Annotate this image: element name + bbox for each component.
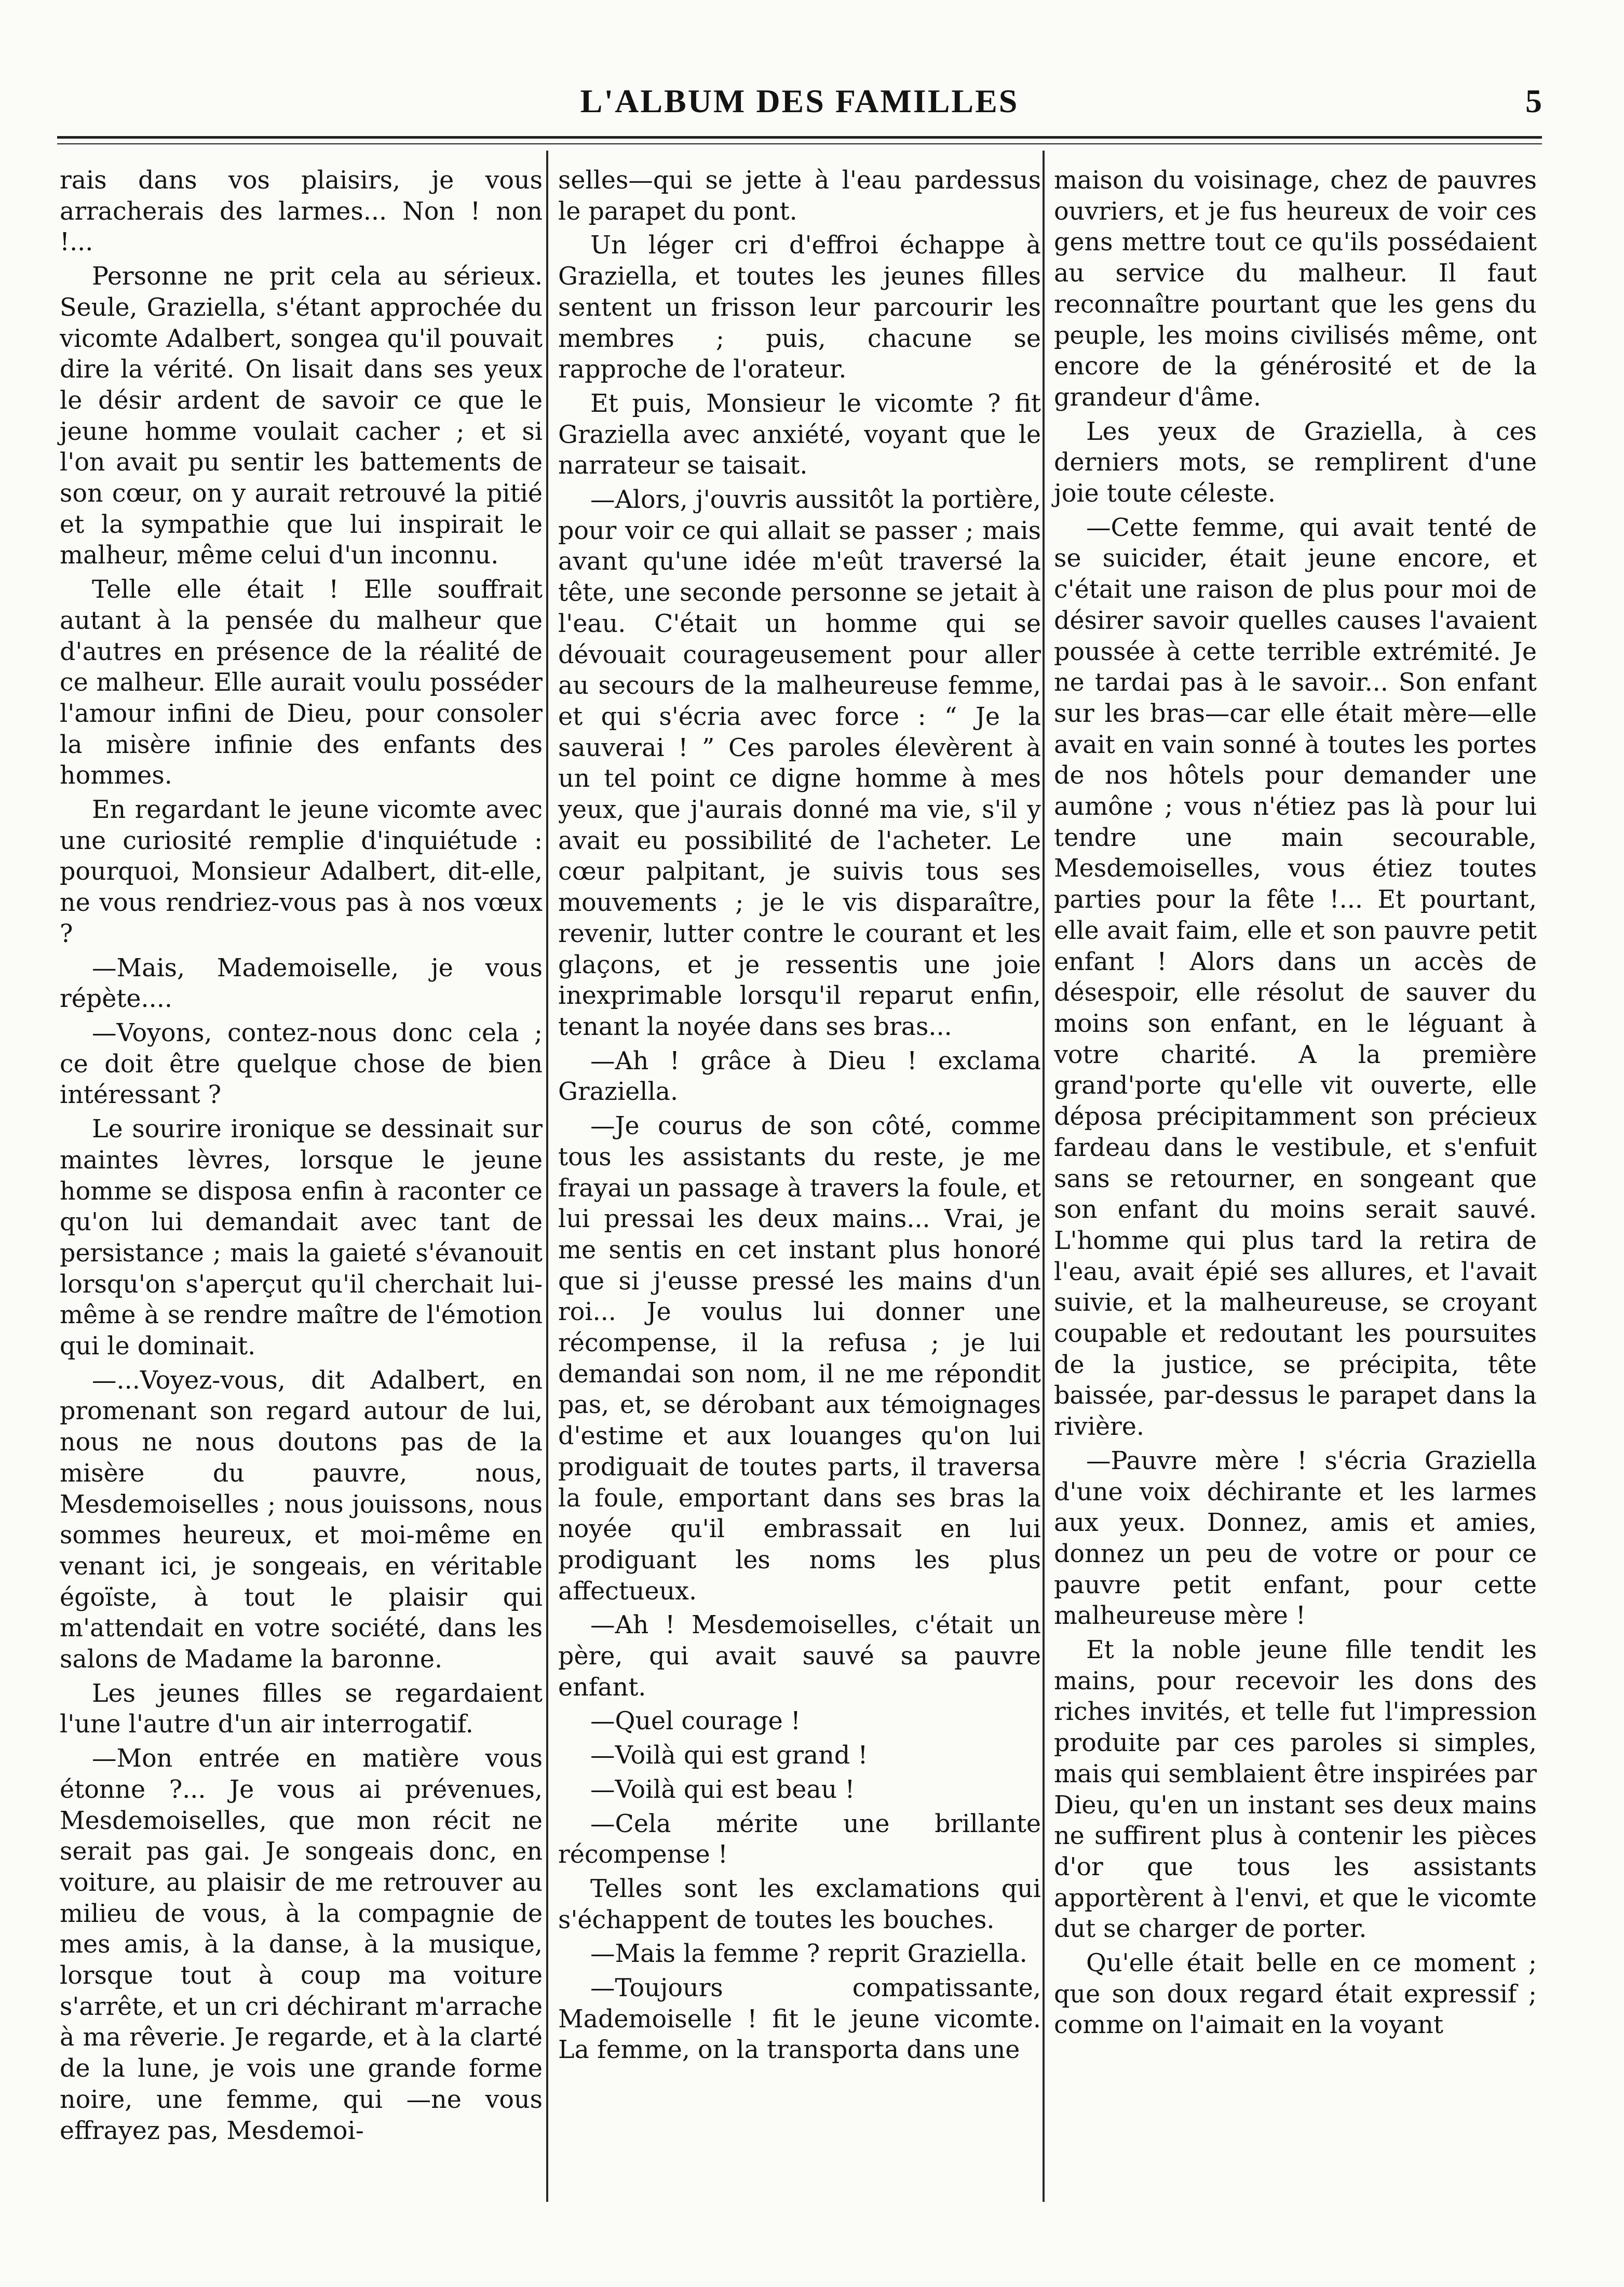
paragraph: —Voyons, contez-nous donc cela ; ce doit être quelque chose de bien intéressant ? [60,1018,543,1110]
paragraph: selles—qui se jette à l'eau pardessus le parapet du pont. [558,166,1041,226]
text-column-1 [60,165,543,2190]
text-column-3 [1054,165,1537,2190]
paragraph: —Voilà qui est beau ! [590,1775,855,1804]
page-number: 5 [1525,83,1542,119]
paragraph: —Mon entrée en matière vous étonne ?... Je vous ai prévenues, Mesdemoiselles, que mon récit ne serait pas gai. Je songeais donc, en voiture, au plaisir de me retrouver au milieu de vous, à la compagnie de mes amis, à la danse, à la musique, lorsque tout à coup ma voiture s'arrête, et un cri déchirant m'arrache à ma rêverie. Je regarde, et à la clarté de la lune, je vois une grande forme noire, une femme, qui —ne vous effrayez pas, Mesdemoi- [60,1744,543,2145]
paragraph: —Pauvre mère ! s'écria Graziella d'une voix déchirante et les larmes aux yeux. Donnez, amis et amies, donnez un peu de votre or pour ce pauvre petit enfant, pour cette malheureuse mère ! [1054,1446,1537,1631]
paragraph: —Voilà qui est grand ! [590,1741,868,1770]
paragraph: —Quel courage ! [590,1707,801,1736]
paragraph: Et la noble jeune fille tendit les mains, pour recevoir les dons des riches invités, et telle fut l'impression produite par ces paroles si simples, mais qui semblaient être inspirées par Dieu, qu'en un instant ses deux mains ne suffirent plus à contenir les pièces d'or que tous les assistants apportèrent à l'envi, et que le vicomte dut se charger de porter. [1054,1636,1537,1944]
column-divider [1043,151,1045,2202]
paragraph: —Mais la femme ? reprit Graziella. [590,1940,1027,1969]
paragraph: —...Voyez-vous, dit Adalbert, en promenant son regard autour de lui, nous ne nous doutons pas de la misère du pauvre, nous, Mesdemoiselles ; nous jouissons, nous sommes heureux, et moi-même en venant ici, je songeais, en véritable égoïste, à tout le plaisir qui m'attendait en votre société, dans les salons de Madame la baronne. [60,1366,543,1674]
paragraph: —Ah ! Mesdemoiselles, c'était un père, qui avait sauvé sa pauvre enfant. [558,1611,1041,1702]
paragraph: —Toujours compatissante, Mademoiselle ! fit le jeune vicomte. La femme, on la transporta dans une [558,1974,1041,2065]
paragraph: Telles sont les exclamations qui s'échappent de toutes les bouches. [558,1874,1041,1934]
page-header [57,78,1542,130]
paragraph: Qu'elle était belle en ce moment ; que son doux regard était expressif ; comme on l'aimait en la voyant [1054,1949,1537,2040]
text-column-2 [558,165,1041,2190]
header-rule-thin [57,143,1542,144]
paragraph: —Je courus de son côté, comme tous les assistants du reste, je me frayai un passage à travers la foule, et lui pressai les deux mains... Vrai, je me sentis en cet instant plus honoré que si j'eusse pressé les mains d'un roi... Je voulus lui donner une récompense, il la refusa ; je lui demandai son nom, il ne me répondit pas, et, se dérobant aux témoignages d'estime et aux louanges qu'on lui prodiguait de toutes parts, il traversa la foule, emportant dans ses bras la noyée qu'il embrassait en lui prodiguant les noms les plus affectueux. [558,1112,1041,1606]
paragraph: —Cette femme, qui avait tenté de se suicider, était jeune encore, et c'était une raison de plus pour moi de désirer savoir quelles causes l'avaient poussée à cette terrible extrémité. Je ne tardai pas à le savoir... Son enfant sur les bras—car elle était mère—elle avait en vain sonné à toutes les portes de nos hôtels pour demander une aumône ; vous n'étiez pas là pour lui tendre une main secourable, Mesdemoiselles, vous étiez toutes parties pour la fête !... Et pourtant, elle avait faim, elle et son pauvre petit enfant ! Alors dans un accès de désespoir, elle résolut de sauver du moins son enfant, en le léguant à votre charité. A la première grand'porte qu'elle vit ouverte, elle déposa précipitamment son précieux fardeau dans le vestibule, et s'enfuit sans se retourner, en songeant que son enfant du moins serait sauvé. L'homme qui plus tard la retira de l'eau, avait épié ses allures, et l'avait suivie, et la malheureuse, se croyant coupable et redoutant les poursuites de la justice, se précipita, tête baissée, par-dessus le parapet dans la rivière. [1054,513,1537,1442]
paragraph: —Alors, j'ouvris aussitôt la portière, pour voir ce qui allait se passer ; mais avant qu'une idée m'eût traversé la tête, une seconde personne se jetait à l'eau. C'était un homme qui se dévouait courageusement pour aller au secours de la malheureuse femme, et qui s'écria avec force : “ Je la sauverai ! ” Ces paroles élevèrent à un tel point ce digne homme à mes yeux, que j'aurais donné ma vie, s'il y avait eu possibilité de l'acheter. Le cœur palpitant, je suivis tous ses mouvements ; je le vis disparaître, revenir, lutter contre le courant et les glaçons, et je ressentis une joie inexprimable lorsqu'il reparut enfin, tenant la noyée dans ses bras... [558,486,1041,1041]
paragraph: En regardant le jeune vicomte avec une curiosité remplie d'inquiétude : pourquoi, Monsieur Adalbert, dit-elle, ne vous rendriez-vous pas à nos vœux ? [60,796,543,948]
column-divider [546,151,548,2202]
paragraph: Le sourire ironique se dessinait sur maintes lèvres, lorsque le jeune homme se disposa enfin à raconter ce qu'on lui demandait avec tant de persistance ; mais la gaieté s'évanouit lorsqu'on s'aperçut qu'il cherchait lui-même à se rendre maître de l'émotion qui le dominait. [60,1115,543,1361]
paragraph: Et puis, Monsieur le vicomte ? fit Graziella avec anxiété, voyant que le narrateur se taisait. [558,389,1041,480]
header-rule-thick [57,136,1542,139]
paragraph: —Ah ! grâce à Dieu ! exclama Graziella. [558,1046,1041,1107]
paragraph: Personne ne prit cela au sérieux. Seule, Graziella, s'étant approchée du vicomte Adalbert, songea qu'il pouvait dire la vérité. On lisait dans ses yeux le désir ardent de savoir ce que le jeune homme voulait cacher ; et si l'on avait pu sentir les battements de son cœur, on y aurait retrouvé la pitié et la sympathie que lui inspirait le malheur, même celui d'un inconnu. [60,262,543,570]
paragraph: Les jeunes filles se regardaient l'une l'autre d'un air interrogatif. [60,1679,543,1739]
journal-title: L'ALBUM DES FAMILLES [580,83,1019,119]
paragraph: rais dans vos plaisirs, je vous arracherais des larmes... Non ! non !... [60,166,543,257]
paragraph: —Cela mérite une brillante récompense ! [558,1809,1041,1869]
paragraph: —Mais, Mademoiselle, je vous répète.... [60,953,543,1014]
paragraph: Telle elle était ! Elle souffrait autant à la pensée du malheur que d'autres en présence de la réalité de ce malheur. Elle aurait voulu posséder l'amour infini de Dieu, pour consoler la misère infinie des enfants des hommes. [60,575,543,790]
paragraph: maison du voisinage, chez de pauvres ouvriers, et je fus heureux de voir ces gens mettre tout ce qu'ils possédaient au service du malheur. Il faut reconnaître pourtant que les gens du peuple, les moins civilisés même, ont encore de la générosité et de la grandeur d'âme. [1054,166,1537,412]
paragraph: Un léger cri d'effroi échappe à Graziella, et toutes les jeunes filles sentent un frisson leur parcourir les membres ; puis, chacune se rapproche de l'orateur. [558,231,1041,384]
paragraph: Les yeux de Graziella, à ces derniers mots, se remplirent d'une joie toute céleste. [1054,417,1537,508]
